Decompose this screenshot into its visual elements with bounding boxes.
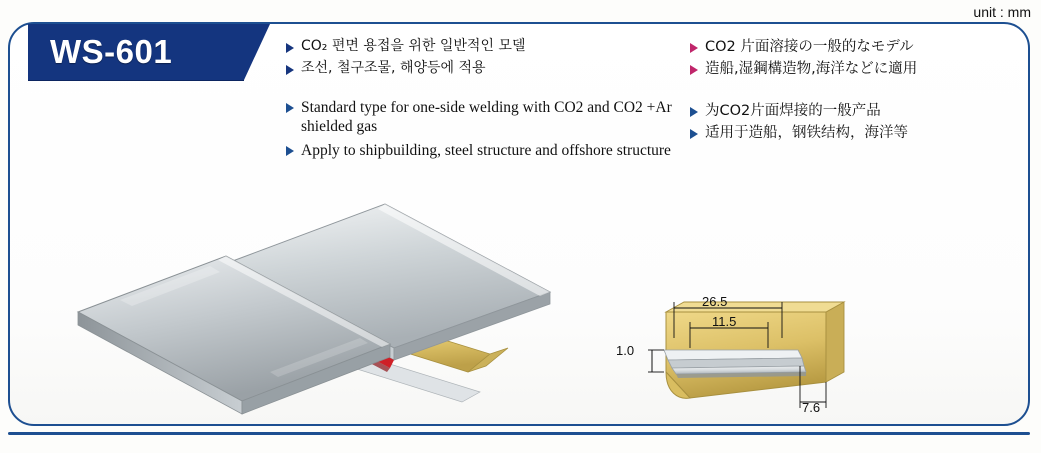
dimension-label-left: 1.0	[616, 343, 635, 358]
bullet-list-korean	[286, 38, 666, 81]
triangle-bullet-icon	[286, 65, 294, 75]
panel-bottom-rule	[8, 432, 1030, 435]
triangle-bullet-icon	[286, 103, 294, 113]
triangle-bullet-icon	[690, 107, 698, 117]
dimension-label-bottom: 7.6	[802, 400, 821, 415]
list-item	[690, 38, 1020, 56]
triangle-bullet-icon	[690, 65, 698, 75]
list-item	[286, 98, 686, 137]
dimension-label-top-outer: 26.5	[702, 294, 728, 309]
bullet-text: 为CO2片面焊接的一般产品	[705, 103, 881, 119]
joint-detail-illustration	[616, 288, 890, 428]
list-item	[690, 124, 1020, 142]
welded-plates-illustration	[60, 196, 620, 421]
list-item	[690, 60, 1020, 78]
bullet-text: 适用于造船，钢铁结构，海洋等	[705, 125, 908, 142]
triangle-bullet-icon	[286, 146, 294, 156]
list-item	[286, 141, 686, 160]
model-badge-corner	[244, 24, 270, 80]
bullet-text: 造船,湿鋼構造物,海洋などに適用	[705, 61, 918, 78]
bullet-list-japanese	[690, 38, 1020, 82]
triangle-bullet-icon	[690, 129, 698, 139]
bullet-text: Standard type for one-side welding with CO2 and CO2 +Ar shielded gas	[301, 99, 672, 136]
list-item	[286, 38, 666, 56]
list-item	[286, 60, 666, 78]
bullet-text: CO₂ 편면 용접을 위한 일반적인 모델	[301, 38, 526, 54]
triangle-bullet-icon	[286, 43, 294, 53]
list-item	[690, 102, 1020, 120]
dimension-label-top-inner: 11.5	[712, 314, 737, 329]
bullet-list-english	[286, 98, 686, 164]
bullet-text: CO2 片面溶接の一般的なモデル	[705, 39, 914, 55]
triangle-bullet-icon	[690, 43, 698, 53]
bullet-text: Apply to shipbuilding, steel structure and offshore structure	[301, 141, 671, 159]
bullet-text: 조선, 철구조물, 해양등에 적용	[301, 59, 486, 76]
model-badge	[28, 24, 244, 80]
bullet-list-chinese	[690, 102, 1020, 146]
model-title: WS-601	[50, 33, 173, 70]
unit-label: unit : mm	[973, 4, 1031, 20]
